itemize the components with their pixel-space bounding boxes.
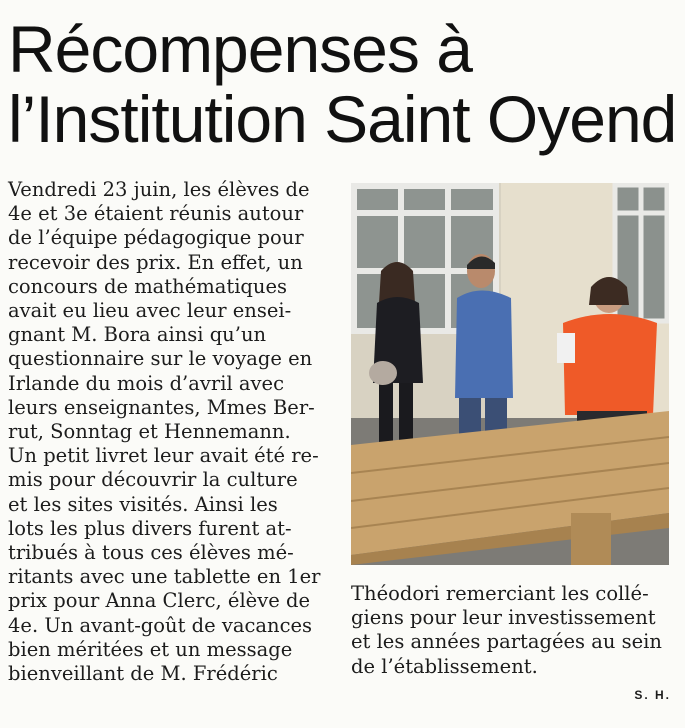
caption-line: Théodori remerciant les collé- — [351, 582, 649, 605]
photo-caption — [351, 582, 671, 679]
article-headline — [8, 14, 678, 154]
body-line: concours de mathématiques — [8, 274, 288, 298]
article-photo — [351, 183, 669, 565]
body-line: Irlande du mois d’avril avec — [8, 371, 284, 395]
body-line: 4e. Un avant-goût de vacances — [8, 613, 313, 637]
caption-line: et les années partagées au sein — [351, 630, 662, 654]
body-line: Un petit livret leur avait été re- — [8, 444, 319, 468]
caption-line: giens pour leur investissement — [351, 606, 656, 630]
body-line: 4e et 3e étaient réunis autour — [8, 202, 304, 226]
body-line: ritants avec une tablette en 1er — [8, 565, 321, 589]
headline-line-1: Récompenses à — [8, 12, 472, 86]
body-line: lots les plus divers furent at- — [8, 516, 292, 540]
body-line: bien méritées et un message — [8, 637, 293, 661]
body-line: et les sites visités. Ainsi les — [8, 492, 278, 516]
body-line: gnant M. Bora ainsi qu’un — [8, 323, 267, 347]
body-line: recevoir des prix. En effet, un — [8, 250, 303, 274]
body-line: bienveillant de M. Frédéric — [8, 662, 278, 686]
caption-line: de l’établissement. — [351, 654, 538, 678]
article-body — [8, 178, 326, 686]
body-line: mis pour découvrir la culture — [8, 468, 298, 492]
body-line: questionnaire sur le voyage en — [8, 347, 313, 371]
author-byline: S. H. — [634, 688, 671, 702]
photo-illustration — [351, 183, 669, 565]
body-line: prix pour Anna Clerc, élève de — [8, 589, 310, 613]
body-line: leurs enseignantes, Mmes Ber- — [8, 395, 315, 419]
body-line: Vendredi 23 juin, les élèves de — [8, 178, 310, 201]
body-line: de l’équipe pédagogique pour — [8, 226, 304, 250]
headline-line-2: l’Institution Saint Oyend — [8, 82, 677, 156]
body-line: rut, Sonntag et Hennemann. — [8, 420, 291, 444]
body-line: avait eu lieu avec leur ensei- — [8, 299, 292, 323]
body-line: tribués à tous ces élèves mé- — [8, 541, 294, 565]
